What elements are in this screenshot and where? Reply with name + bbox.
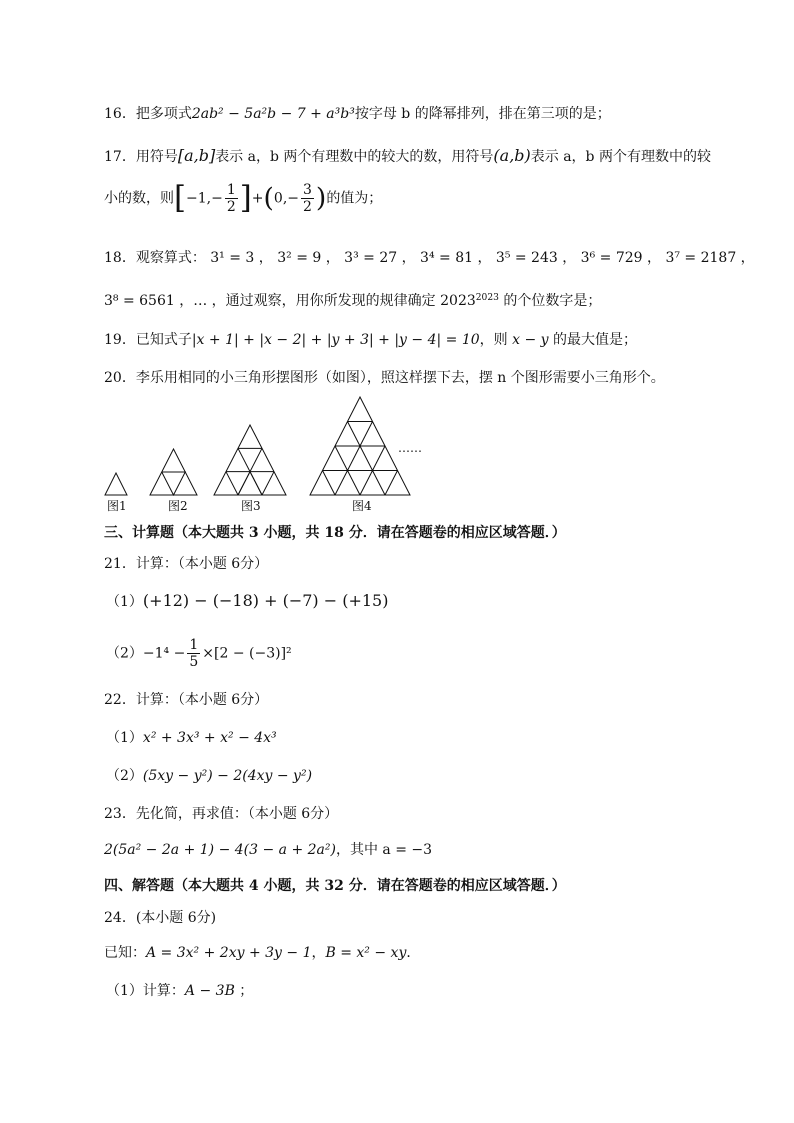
- question-20: [104, 370, 665, 387]
- q19-expression: |x + 1| + |x − 2| + |y + 3| + |y − 4| = 10: [191, 332, 480, 348]
- q17-symbol-paren: (a,b): [493, 146, 531, 165]
- q23-suffix: ，其中 a = −3: [335, 842, 433, 858]
- question-17-line-2: 小的数，则[−1,− $\frac{1}{2}$ ]+(0,− $\frac{3}{2}$ )的值为；: [104, 180, 383, 217]
- q18-text-1: 18．观察算式： 3¹ = 3 ， 3² = 9 ， 3³ = 27 ， 3⁴ = 81 ， 3⁵ = 243 ， 3⁶ = 729 ， 3⁷ = 2187 ，: [104, 250, 755, 266]
- question-24-given: [104, 945, 420, 962]
- q24-p1-end: ；: [234, 983, 254, 999]
- q19-prefix: 19．已知式子: [104, 332, 192, 348]
- q24-expression-a: A = 3x² + 2xy + 3y − 1: [146, 945, 312, 961]
- q22-p2-label: （2）: [106, 768, 143, 784]
- question-22-part-1: [106, 730, 277, 747]
- q17-expr1: −1,−: [186, 190, 223, 207]
- q17-plus: +: [251, 190, 264, 207]
- q17-text-c: 表示 a，b 两个有理数中的较: [530, 149, 711, 165]
- question-21-part-2: [106, 637, 292, 670]
- q17-text-e: 的值为；: [326, 190, 383, 207]
- triangle-figure-2: [150, 449, 197, 495]
- question-17-line-1: [104, 146, 711, 166]
- question-21-part-1: [106, 591, 388, 611]
- q23-expression: 2(5a² − 2a + 1) − 4(3 − a + 2a²): [104, 842, 336, 858]
- q17-fraction-2: $\frac{3}{2}$: [303, 182, 312, 216]
- question-18-line-2: [104, 293, 601, 310]
- q22-p1-label: （1）: [106, 730, 143, 746]
- question-21-title: [104, 556, 268, 573]
- q22-p2-expression: (5xy − y²) − 2(4xy − y²): [142, 768, 313, 784]
- section-3-text: 三、计算题（本大题共 3 小题，共 18 分．请在答题卷的相应区域答题．）: [104, 525, 566, 541]
- figure-label-4: 图4: [352, 499, 372, 513]
- continuation-dots: ……: [398, 441, 422, 455]
- q18-text-3: 的个位数字是；: [498, 293, 602, 309]
- q19-expression-2: x − y: [512, 332, 549, 348]
- triangle-figure-3: [214, 425, 286, 495]
- question-22-part-2: [106, 768, 312, 785]
- q17-fraction-1: $\frac{1}{2}$: [226, 182, 236, 216]
- q21-p2-fraction: $\frac{1}{5}$: [189, 637, 199, 671]
- q19-suffix: 的最大值是；: [548, 332, 638, 348]
- q24-given-label: 已知：: [104, 945, 146, 961]
- figure-label-3: 图3: [241, 499, 261, 513]
- q22-p1-expression: x² + 3x³ + x² − 4x³: [142, 730, 277, 746]
- section-4-text: 四、解答题（本大题共 4 小题，共 32 分．请在答题卷的相应区域答题．）: [104, 878, 566, 894]
- figure-label-2: 图2: [168, 499, 188, 513]
- q16-expression: 2ab² − 5a²b − 7 + a³b³: [191, 106, 355, 122]
- question-16: [104, 106, 611, 123]
- triangle-figure-4: [310, 397, 410, 495]
- section-4-heading: [104, 878, 566, 895]
- q18-text-2: 3⁸ = 6561 ，… ，通过观察，用你所发现的规律确定 2023: [104, 293, 476, 309]
- q16-suffix: 按字母 b 的降幂排列，排在第三项的是；: [354, 106, 611, 122]
- q21-p2-expr-pre: −1⁴ −: [142, 645, 186, 662]
- q20-text: 20．李乐用相同的小三角形摆图形（如图），照这样摆下去，摆 n 个图形需要小三角形个。: [104, 370, 665, 386]
- q21-p1-label: （1）: [106, 594, 143, 610]
- q24-expression-b: B = x² − xy: [325, 945, 407, 961]
- q23-title: 23．先化简，再求值：（本小题 6分）: [104, 806, 339, 822]
- q19-mid: ，则: [479, 332, 513, 348]
- q17-symbol-bracket: [a,b]: [177, 146, 216, 165]
- q21-title: 21．计算：（本小题 6分）: [104, 556, 269, 572]
- q17-text-d: 小的数，则: [104, 190, 174, 207]
- question-23-title: [104, 806, 338, 823]
- q22-title: 22．计算：（本小题 6分）: [104, 692, 269, 708]
- q17-expr2: 0,−: [273, 190, 299, 207]
- q24-title: 24．(本小题 6分): [104, 910, 217, 926]
- q17-text-b: 表示 a，b 两个有理数中的较大的数，用符号: [215, 149, 494, 165]
- question-24-part-1: [106, 983, 253, 1000]
- q24-p1-label: （1）计算：: [106, 983, 185, 999]
- q17-text-a: 17．用符号: [104, 149, 178, 165]
- section-3-heading: [104, 525, 566, 542]
- q21-p2-expr-post: ×[2 − (−3)]²: [202, 645, 292, 662]
- triangle-figures: [100, 392, 440, 516]
- question-18-line-1: [104, 250, 755, 267]
- q21-p2-label: （2）: [106, 645, 143, 662]
- q24-separator: ，: [311, 945, 326, 961]
- figure-label-1: 图1: [107, 499, 127, 513]
- q16-prefix: 16．把多项式: [104, 106, 192, 122]
- q24-p1-expression: A − 3B: [184, 983, 235, 999]
- q21-p1-expression: (+12) − (−18) + (−7) − (+15): [142, 591, 389, 610]
- question-23-expression-line: [104, 842, 432, 859]
- question-24-title: [104, 910, 216, 927]
- triangle-figure-1: [105, 473, 127, 495]
- question-19: [104, 332, 637, 349]
- q18-exponent: 2023: [475, 293, 499, 303]
- q24-end: ．: [406, 945, 421, 961]
- question-22-title: [104, 692, 268, 709]
